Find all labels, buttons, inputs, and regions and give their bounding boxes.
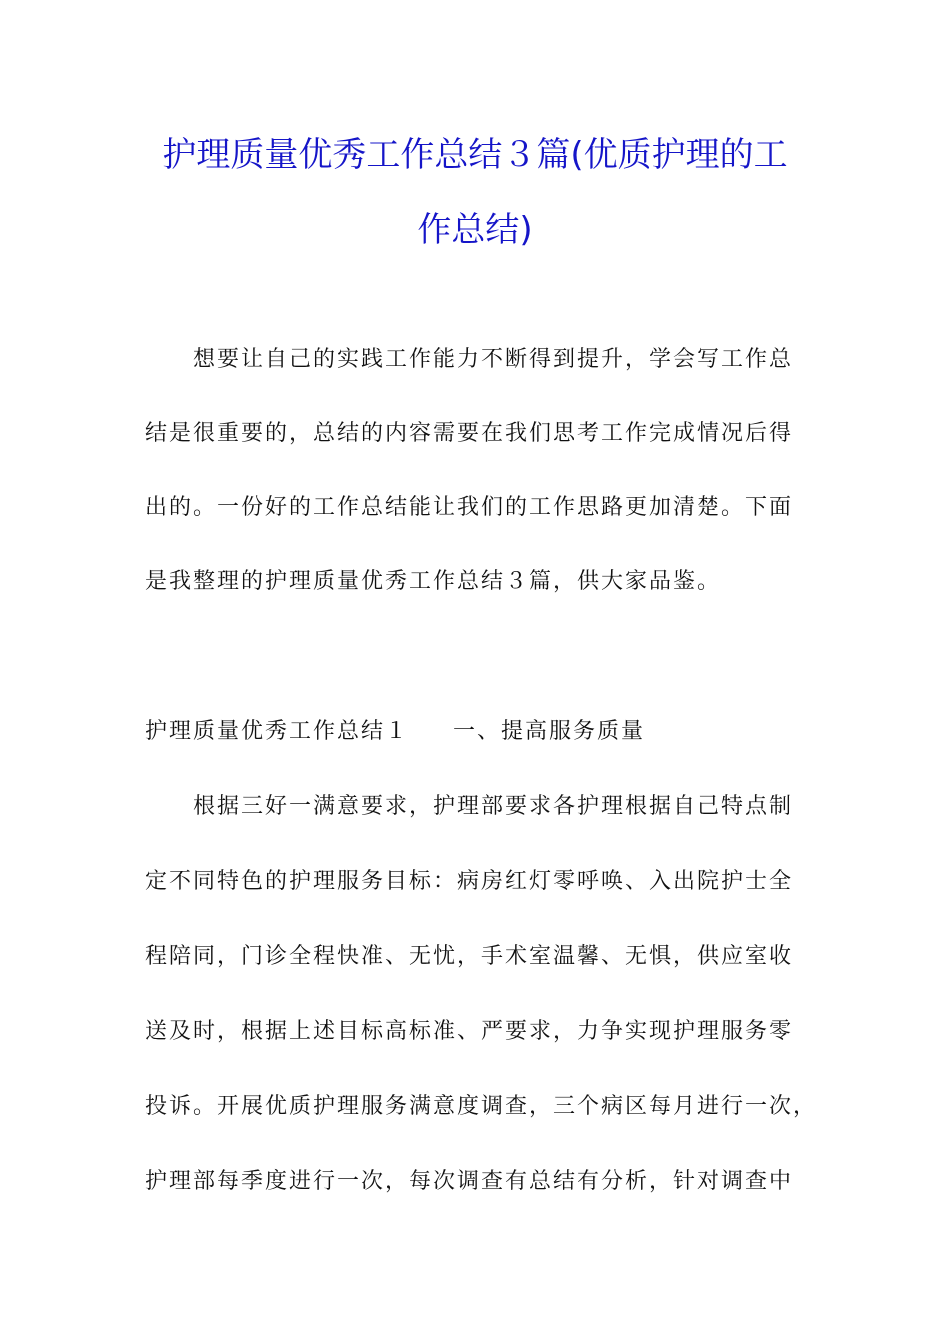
document-title	[110, 118, 840, 268]
section-1-line-1: 根据三好一满意要求，护理部要求各护理根据自己特点制	[193, 794, 794, 819]
section-1-line-5: 投诉。开展优质护理服务满意度调查，三个病区每月进行一次，	[145, 1094, 818, 1119]
section-1-title: 护理质量优秀工作总结１	[145, 719, 410, 744]
intro-line-3: 出的。一份好的工作总结能让我们的工作思路更加清楚。下面	[145, 495, 794, 520]
intro-line-1: 想要让自己的实践工作能力不断得到提升，学会写工作总	[193, 347, 794, 372]
section-1-line-3: 程陪同，门诊全程快准、无忧，手术室温馨、无惧，供应室收	[145, 944, 794, 969]
section-1-line-2: 定不同特色的护理服务目标：病房红灯零呼唤、入出院护士全	[145, 869, 794, 894]
title-line-1: 护理质量优秀工作总结３篇(优质护理的工	[162, 135, 788, 175]
section-1-line-6: 护理部每季度进行一次，每次调查有总结有分析，针对调查中	[145, 1169, 794, 1194]
section-1-subheading: 一、提高服务质量	[453, 719, 646, 744]
intro-line-2: 结是很重要的，总结的内容需要在我们思考工作完成情况后得	[145, 421, 794, 446]
section-1-heading	[145, 717, 645, 747]
intro-line-4: 是我整理的护理质量优秀工作总结３篇，供大家品鉴。	[145, 569, 722, 594]
section-1-line-4: 送及时，根据上述目标高标准、严要求，力争实现护理服务零	[145, 1019, 794, 1044]
title-line-2: 作总结)	[417, 210, 533, 250]
